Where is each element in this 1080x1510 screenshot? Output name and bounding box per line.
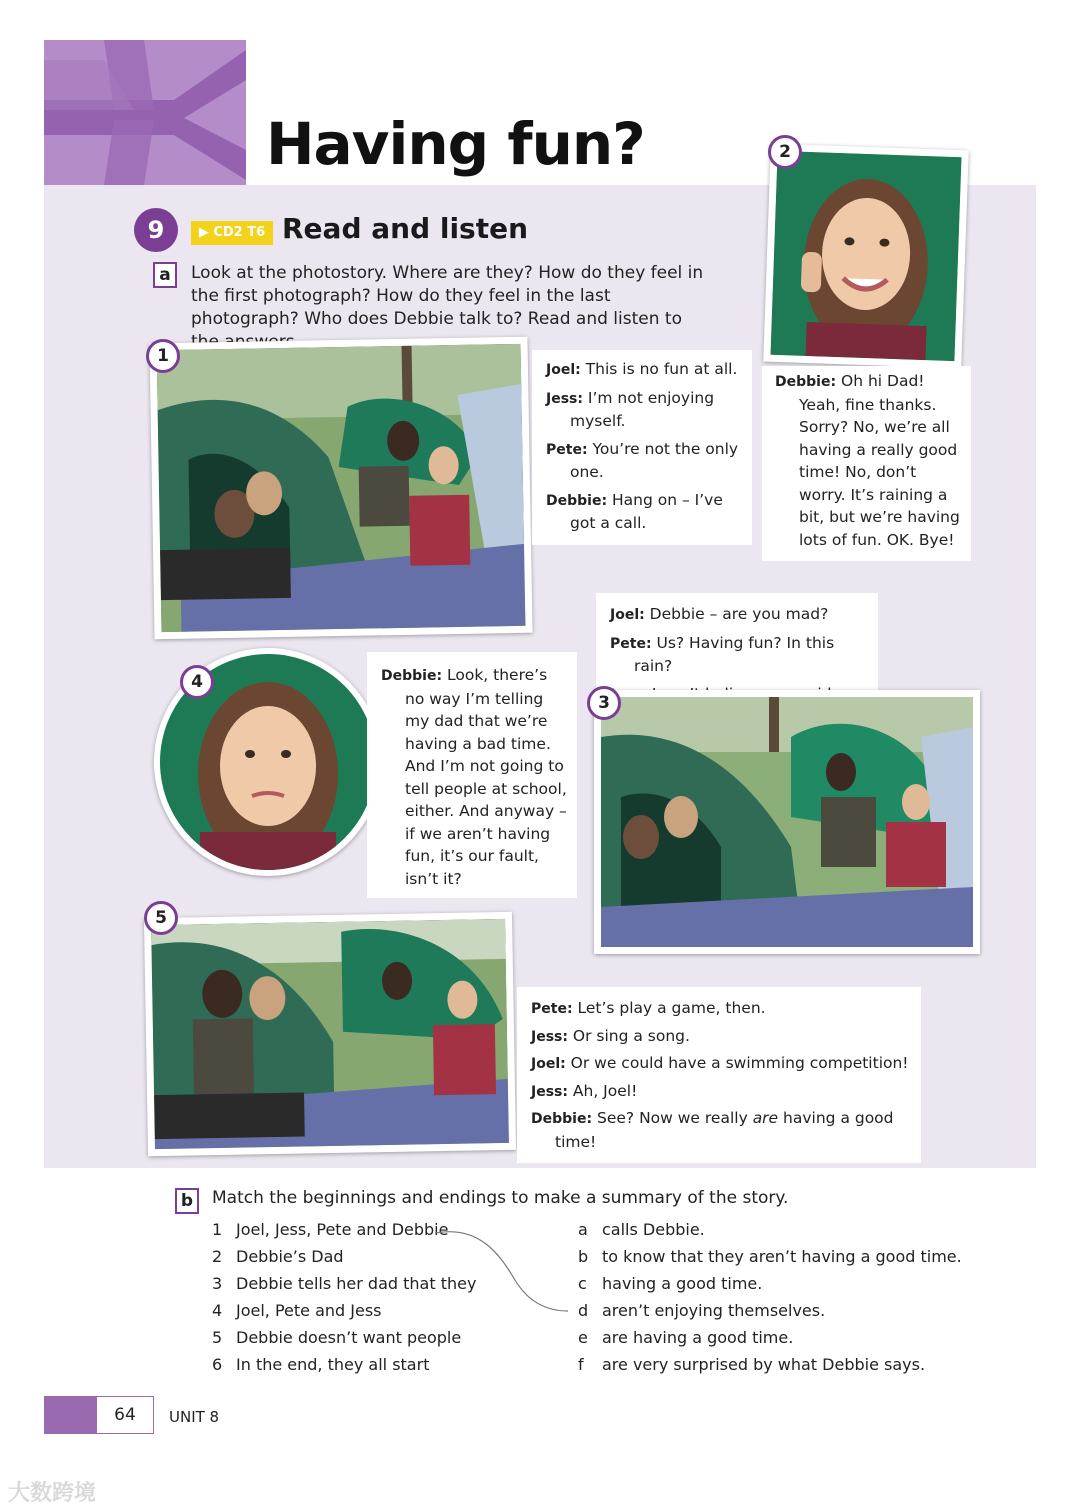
match-beginning[interactable]: 5 Debbie doesn’t want people — [212, 1328, 462, 1347]
watermark-text: 大数跨境 — [8, 1481, 97, 1506]
dialogue-line: Jess: Ah, Joel! — [531, 1081, 638, 1100]
dialogue-line: Pete: You’re not the only one. — [546, 439, 739, 481]
photo-5 — [144, 912, 516, 1156]
match-ending[interactable]: c having a good time. — [578, 1274, 763, 1293]
photo-number-badge: 5 — [144, 901, 178, 935]
part-a-letter: a — [153, 262, 177, 288]
part-a-instruction: Look at the photostory. Where are they? How do they feel in the first photograph? How do they feel in the last photograph? Who does Debbie talk to? Read and listen to — [191, 263, 704, 329]
page-title: Having fun? — [266, 110, 645, 178]
photo-2-image — [770, 151, 961, 361]
photo-1-image — [157, 344, 526, 632]
match-ending[interactable]: d aren’t enjoying themselves. — [578, 1301, 826, 1320]
dialogue-scene1 — [532, 350, 752, 545]
match-beginning[interactable]: 2 Debbie’s Dad — [212, 1247, 344, 1266]
footer-bar — [44, 1396, 96, 1434]
dialogue-scene5 — [517, 987, 921, 1163]
photo-3 — [594, 690, 980, 954]
photo-2 — [763, 144, 968, 369]
dialogue-line: Pete: Us? Having fun? In this rain? — [610, 633, 835, 675]
photo-number-badge: 2 — [768, 135, 802, 169]
dialogue-line: Debbie: Look, there’s no way I’m telling my dad that we’re having a bad time. And I’m not going to tell people at school, either. And anyway – if we aren’t having fun, it’s our fault, isn’t it? — [381, 666, 567, 888]
dialogue-scene4 — [367, 652, 577, 898]
watermark — [8, 1476, 96, 1507]
audio-track-tag[interactable]: ▶ CD2 T6 — [191, 221, 273, 245]
match-beginning[interactable]: 3 Debbie tells her dad that they — [212, 1274, 477, 1293]
dialogue-line: Debbie: See? Now we really are having a good time! — [531, 1109, 894, 1151]
dialogue-line: Pete: Let’s play a game, then. — [531, 999, 766, 1017]
match-ending[interactable]: f are very surprised by what Debbie says. — [578, 1355, 926, 1374]
section-title: Read and listen — [282, 212, 529, 245]
photo-number-badge: 1 — [146, 339, 180, 373]
dialogue-line: Debbie: Oh hi Dad! Yeah, fine thanks. Sorry? No, we’re all having a really good time! No, don’t worry. It’s raining a bit, but we’re having lots of fun. OK. Bye! — [775, 372, 960, 549]
part-b-instruction: Match the beginnings and endings to make a summary of the story. — [212, 1188, 789, 1208]
unit-label: UNIT 8 — [169, 1408, 220, 1426]
page-number: 64 — [96, 1396, 154, 1434]
photo-3-image — [601, 697, 973, 947]
part-b-letter: b — [175, 1188, 199, 1214]
photo-number-badge: 4 — [180, 665, 214, 699]
unit-logo — [44, 40, 246, 185]
exercise-number-badge: 9 — [134, 208, 178, 252]
match-ending[interactable]: a calls Debbie. — [578, 1220, 705, 1239]
dialogue-line: Joel: This is no fun at all. — [546, 360, 738, 378]
dialogue-line: Joel: Debbie – are you mad? — [610, 605, 829, 623]
example-match-line — [430, 1225, 580, 1320]
match-beginning[interactable]: 1 Joel, Jess, Pete and Debbie — [212, 1220, 449, 1239]
dialogue-scene2 — [762, 366, 971, 561]
dialogue-line: Jess: I’m not enjoying myself. — [546, 388, 715, 430]
photo-number-badge: 3 — [587, 686, 621, 720]
match-beginning[interactable]: 4 Joel, Pete and Jess — [212, 1301, 382, 1320]
match-ending[interactable]: b to know that they aren’t having a good time. — [578, 1247, 962, 1266]
match-beginning[interactable]: 6 In the end, they all start — [212, 1355, 430, 1374]
asterisk-icon — [44, 40, 246, 185]
dialogue-line: Jess: Or sing a song. — [531, 1026, 690, 1045]
dialogue-line: Joel: Or we could have a swimming competition! — [531, 1054, 909, 1072]
photo-1 — [149, 337, 532, 640]
dialogue-line: Debbie: Hang on – I’ve got a call. — [546, 490, 723, 532]
photo-5-image — [151, 919, 509, 1149]
match-ending[interactable]: e are having a good time. — [578, 1328, 794, 1347]
